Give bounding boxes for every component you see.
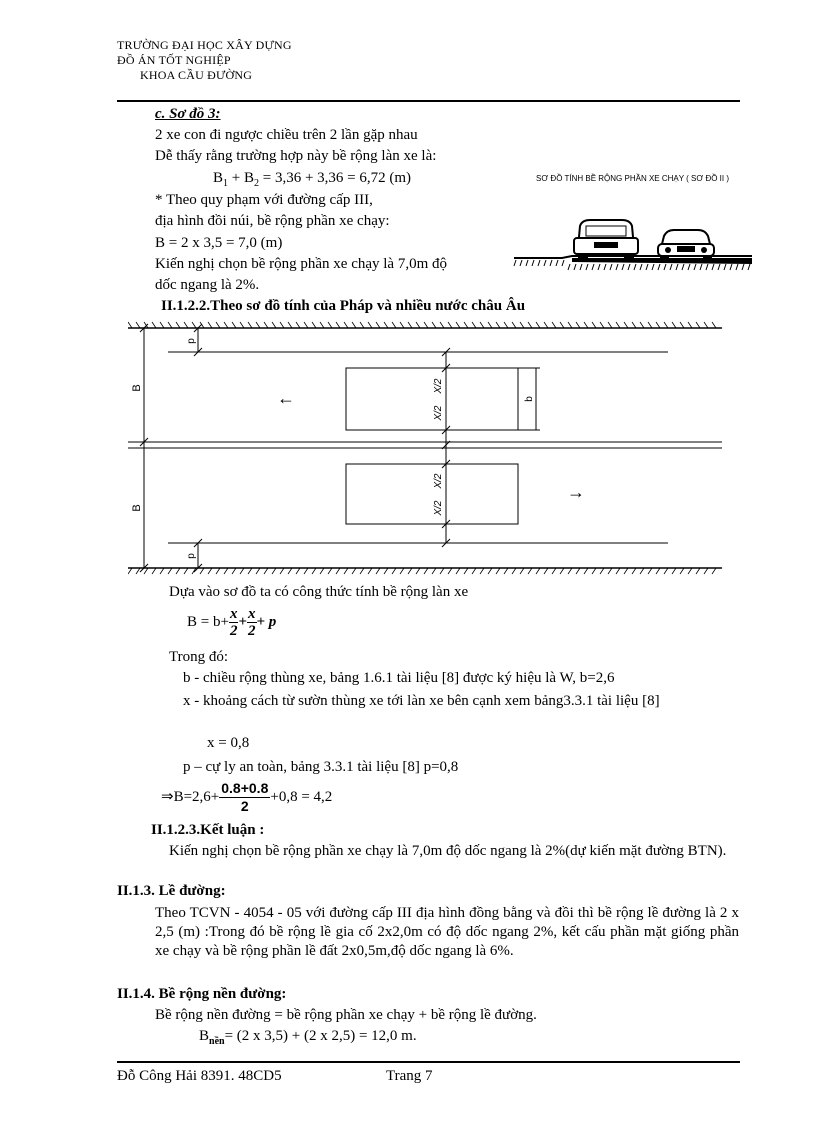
footer-author: Đỗ Công Hải 8391. 48CD5 xyxy=(117,1068,282,1084)
label-x2-3: X/2 xyxy=(433,473,444,489)
label-b-top: B xyxy=(131,384,143,392)
section-1-3-title: II.1.3. Lề đường: xyxy=(117,883,226,899)
label-b-bottom: B xyxy=(131,504,143,512)
section-c-line2: Dễ thấy rằng trường hợp này bề rộng làn xe là: xyxy=(155,148,437,164)
footer-rule xyxy=(117,1061,740,1063)
section-c-line3: * Theo quy phạm với đường cấp III, xyxy=(155,192,373,208)
section-c-line1: 2 xe con đi ngược chiều trên 2 lần gặp nhau xyxy=(155,127,418,143)
section-c-equation: $B_1 + B_2 = 3,36 + 3,36 = 6,72$ (m) xyxy=(213,170,412,189)
header-faculty: KHOA CẦU ĐƯỜNG xyxy=(140,68,253,82)
section-1-3-text: Theo TCVN - 4054 - 05 với đường cấp III địa hình đồng bằng và đồi thì bề rộng lề đường là 2 x 2,5 (m) :Trong đó bề rộng lề gia cố 2x2,0m có độ dốc ngang 2%, kết cấu phần mặt giống phần xe chạy và bề rộng phần lề đất 2x0,5m,độ dốc ngang là 6%. xyxy=(155,905,739,959)
header-university: TRƯỜNG ĐẠI HỌC XÂY DỰNG xyxy=(117,38,292,52)
arrow-right-icon: → xyxy=(567,482,585,502)
section-1-2-3-text: Kiến nghị chọn bề rộng phần xe chạy là 7,0m độ dốc ngang là 2%(dự kiến mặt đường BTN). xyxy=(169,843,727,859)
where-label: Trong đó: xyxy=(169,649,229,665)
label-x2-1: X/2 xyxy=(433,378,444,394)
section-1-2-3-title: II.1.2.3.Kết luận : xyxy=(151,822,265,838)
label-p-top: p xyxy=(186,338,197,344)
section-1-4-equation: $B_{nền}= (2$ x 3,5) + (2 x 2,5) = 12,0 m. xyxy=(199,1028,417,1047)
vehicle-bottom xyxy=(346,464,518,524)
calc-result: ⇒B=2,6+ $\frac{0.8+0.8}{2}$ +0,8 = 4,2 xyxy=(161,780,333,814)
car-left-icon xyxy=(574,220,638,261)
label-b-width: b xyxy=(524,396,535,402)
section-c-line4: địa hình đồi núi, bề rộng phần xe chạy: xyxy=(155,213,390,229)
bottom-hatch xyxy=(128,568,716,574)
top-hatch xyxy=(128,322,716,328)
car-right-icon xyxy=(658,230,714,262)
def-b: b - chiều rộng thùng xe, bảng 1.6.1 tài liệu [8] được ký hiệu là W, b=2,6 xyxy=(183,670,615,686)
footer-page-number: Trang 7 xyxy=(386,1068,433,1084)
formula-lane-width: B = b+ $\frac{x}{2}$ + $\frac{x}{2}$ + p xyxy=(187,606,277,639)
formula-intro: Dựa vào sơ đồ ta có công thức tính bề rộng làn xe xyxy=(169,584,469,600)
section-1-2-2-title: II.1.2.2.Theo sơ đồ tính của Pháp và nhiều nước châu Âu xyxy=(161,298,526,314)
def-x: x - khoảng cách từ sườn thùng xe tới làn xe bên cạnh xem bảng3.3.1 tài liệu [8] xyxy=(183,693,660,709)
label-x2-4: X/2 xyxy=(433,500,444,516)
vehicle-top xyxy=(346,368,518,430)
arrow-left-icon: ← xyxy=(277,388,295,408)
lane-diagram xyxy=(128,318,722,580)
section-c-title: c. Sơ đồ 3: xyxy=(155,106,221,122)
x-value: x = 0,8 xyxy=(207,735,250,751)
section-c-line5: B = 2 x 3,5 = 7,0 (m) xyxy=(155,235,283,251)
header-rule xyxy=(117,100,740,102)
section-c-line7: dốc ngang là 2%. xyxy=(155,277,260,293)
label-p-bottom: p xyxy=(186,553,197,559)
section-1-4-text: Bề rộng nền đường = bề rộng phần xe chạy + bề rộng lề đường. xyxy=(155,1007,537,1023)
def-p: p – cự ly an toàn, bảng 3.3.1 tài liệu [8] p=0,8 xyxy=(183,759,459,775)
figure-caption: SƠ ĐỒ TÍNH BỀ RỘNG PHẦN XE CHẠY ( SƠ ĐỒ II ) xyxy=(536,174,730,183)
section-c-line6: Kiến nghị chọn bề rộng phần xe chạy là 7,0m độ xyxy=(155,256,448,272)
label-x2-2: X/2 xyxy=(433,405,444,421)
section-1-4-title: II.1.4. Bề rộng nền đường: xyxy=(117,986,287,1002)
car-figure xyxy=(512,208,756,282)
header-project: ĐỒ ÁN TỐT NGHIỆP xyxy=(117,53,231,67)
